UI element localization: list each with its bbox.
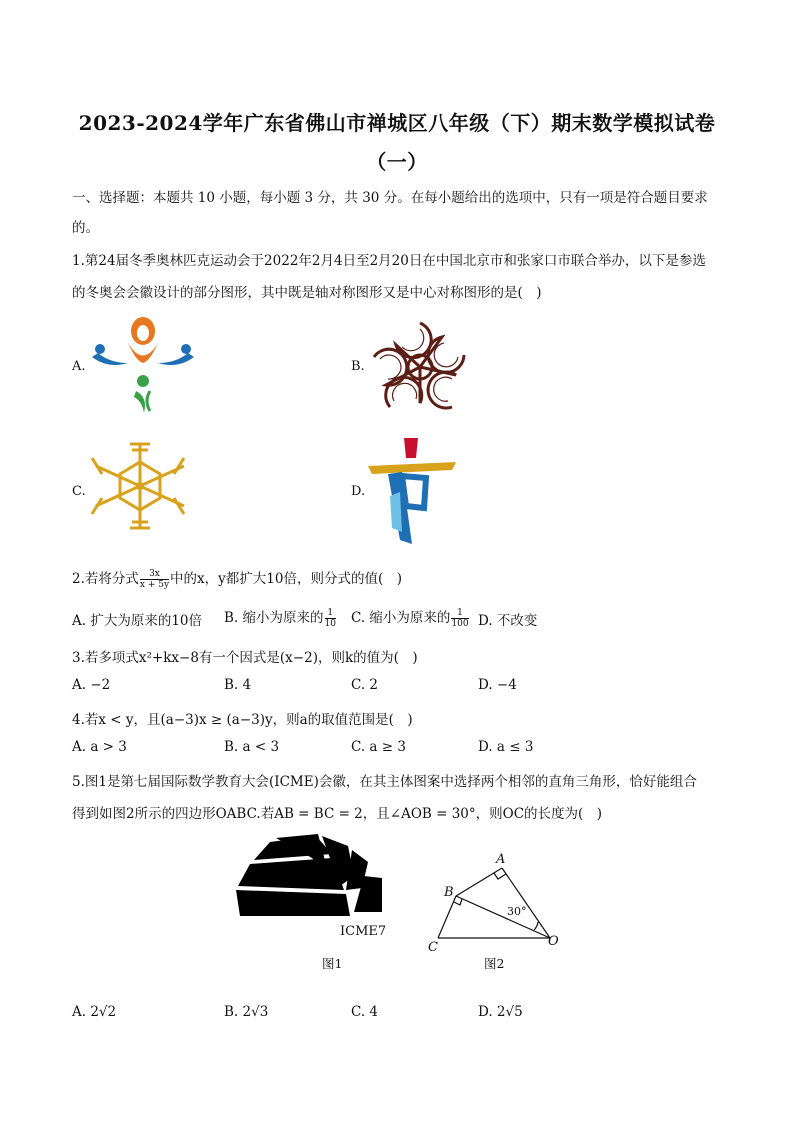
q4-option-a: A. a > 3: [72, 739, 127, 755]
question-5-text: 5.图1是第七届国际数学教育大会(ICME)会徽，在其主体图案中选择两个相邻的直角三角形，恰好能组合: [72, 774, 697, 790]
emblem-d-image: [366, 436, 458, 546]
figure-2-caption: 图2: [484, 956, 505, 971]
q2-fraction-denominator: x + 5y: [139, 580, 170, 590]
icme7-logo-text: ICME7: [340, 924, 387, 939]
q2-suffix: 中的x，y都扩大10倍，则分式的值( ): [170, 571, 402, 587]
q2-option-b-text: B. 缩小为原来的: [224, 610, 324, 626]
question-4-text: 4.若x < y，且(a−3)x ≥ (a−3)y，则a的取值范围是( ): [72, 712, 413, 728]
q2-option-c: [351, 606, 470, 629]
q3-option-b: B. 4: [224, 677, 252, 693]
q1-option-d-label: D.: [351, 484, 366, 499]
q3-option-d: D. −4: [478, 677, 517, 693]
q4-option-c: C. a ≥ 3: [351, 739, 406, 755]
q2-option-d: D. 不改变: [478, 613, 538, 629]
q4-option-d: D. a ≤ 3: [478, 739, 534, 755]
point-a-label: A: [496, 852, 506, 867]
q2-option-b-fraction: [325, 608, 336, 629]
q5-option-b: B. 2√3: [224, 1004, 269, 1020]
question-5-text-cont: 得到如图2所示的四边形OABC.若AB = BC = 2，且∠AOB = 30°，则OC的长度为( ): [72, 806, 603, 822]
point-c-label: C: [428, 940, 438, 955]
section-instructions: 一、选择题：本题共 10 小题，每小题 3 分，共 30 分。在每小题给出的选项中，只有一项是符合题目要求: [72, 190, 708, 206]
q1-option-b-label: B.: [351, 359, 365, 374]
q5-option-c: C. 4: [351, 1004, 379, 1020]
figure-1-caption: 图1: [322, 956, 343, 971]
q3-option-a: A. −2: [72, 677, 111, 693]
question-1-text-cont: 的冬奥会会徽设计的部分图形，其中既是轴对称图形又是中心对称图形的是( ): [72, 285, 542, 301]
q2-option-c-fraction: [451, 608, 468, 629]
q2-option-b: [224, 606, 337, 629]
emblem-c-image: [88, 438, 193, 533]
q5-option-d: D. 2√5: [478, 1004, 523, 1020]
q4-option-b: B. a < 3: [224, 739, 280, 755]
page-subtitle: （一）: [366, 150, 428, 174]
q5-option-a: A. 2√2: [72, 1004, 117, 1020]
point-b-label: B: [444, 885, 454, 900]
section-instructions-cont: 的。: [72, 220, 99, 236]
q2-fraction-numerator: 3x: [140, 569, 169, 580]
question-3-text: 3.若多项式x²+kx−8有一个因式是(x−2)，则k的值为( ): [72, 650, 418, 666]
q1-option-a-label: A.: [72, 359, 86, 374]
q2-option-a: A. 扩大为原来的10倍: [72, 613, 203, 629]
q2-prefix: 2.若将分式: [72, 571, 139, 587]
emblem-a-image: [88, 313, 198, 418]
q2-option-b-denominator: 10: [324, 619, 336, 629]
page-title: 2023-2024学年广东省佛山市禅城区八年级（下）期末数学模拟试卷: [78, 111, 716, 135]
icme7-logo-image: [236, 832, 386, 917]
question-2-text: [72, 567, 402, 590]
q2-option-b-numerator: 1: [325, 608, 336, 619]
question-1-text: 1.第24届冬季奥林匹克运动会于2022年2月4日至2月20日在中国北京市和张家口市联合举办，以下是参选: [72, 253, 706, 269]
figure-2-diagram: [426, 852, 566, 952]
emblem-b-image: [366, 315, 474, 418]
q1-option-c-label: C.: [72, 484, 86, 499]
point-o-label: O: [548, 934, 559, 949]
q2-option-c-numerator: 1: [451, 608, 468, 619]
q2-option-c-text: C. 缩小为原来的: [351, 610, 451, 626]
q2-option-c-denominator: 100: [451, 619, 469, 629]
q2-fraction: [140, 569, 169, 590]
q3-option-c: C. 2: [351, 677, 379, 693]
angle-label: 30°: [507, 905, 527, 918]
